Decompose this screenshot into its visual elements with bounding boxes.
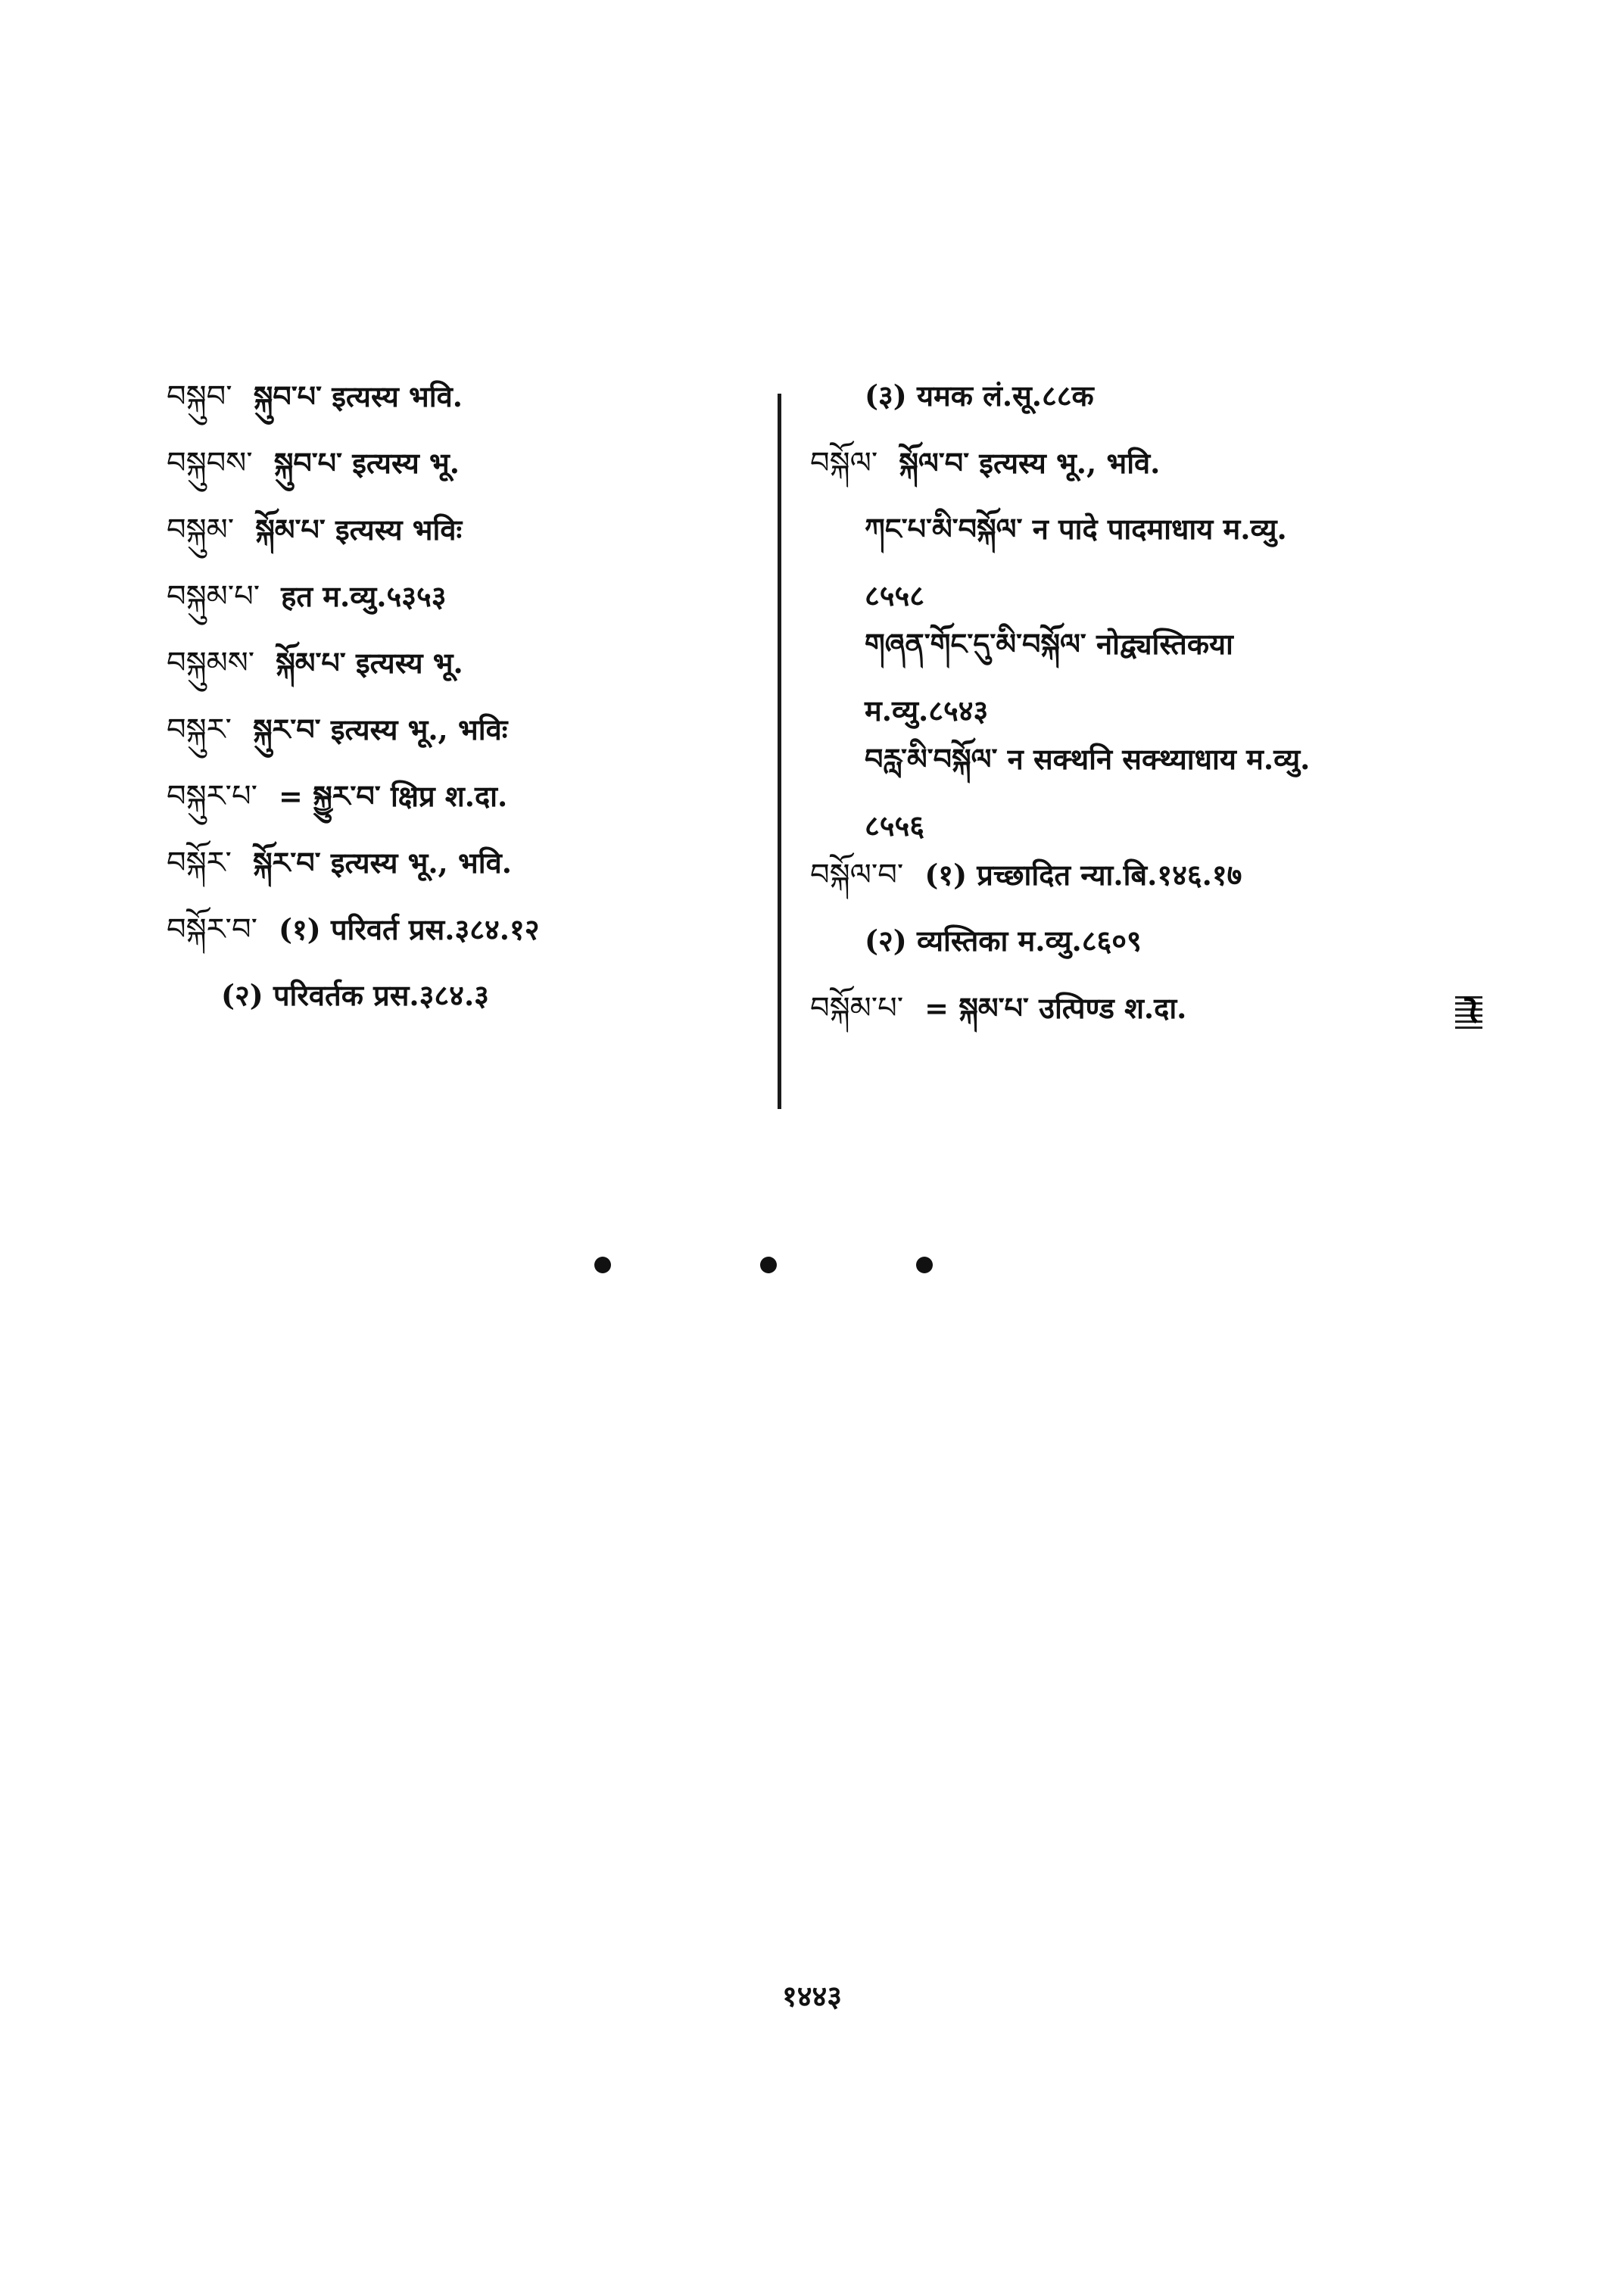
gloss: = སྐམ་པ་ उत्पिण्ड श.दा. xyxy=(924,991,1187,1025)
headword: བསྐོར་ xyxy=(167,846,232,880)
dictionary-continuation xyxy=(810,578,1431,627)
dictionary-subentry xyxy=(167,978,772,1045)
gloss: ८५५६ xyxy=(865,808,925,843)
ornament-dot xyxy=(916,1257,933,1273)
gloss: (१) प्रच्छादित न्या.बि.१४६.१७ xyxy=(924,858,1242,892)
page-number: १४४३ xyxy=(781,1979,843,2013)
dictionary-subentry xyxy=(810,924,1431,990)
headword: བསྐུབ་ xyxy=(167,379,232,414)
gloss: སྐོལ་བ་ इत्यस्य भू., भवि. xyxy=(899,446,1161,480)
dictionary-entry xyxy=(167,712,772,778)
left-column xyxy=(167,379,772,1045)
headword: བསྐུར་ xyxy=(167,712,232,747)
gloss: ཀང་པ་མི་བསྐོལ་ न पादे पादमाधाय म.व्यु. xyxy=(865,512,1287,546)
headword: བསྐོལ་ xyxy=(810,446,878,481)
dictionary-entry xyxy=(167,379,772,445)
gloss: ८५५८ xyxy=(865,578,925,612)
gloss: སྐུབ་པ་ इत्यस्य भू. xyxy=(273,446,460,480)
dictionary-continuation xyxy=(810,693,1431,742)
gloss: སྐུར་བ་ इत्यस्य भू., भविः xyxy=(252,712,508,746)
column-divider xyxy=(778,394,781,1109)
dictionary-entry xyxy=(167,845,772,911)
dictionary-entry xyxy=(810,857,1431,924)
gloss: སྐུབ་པ་ इत्यस्य भवि. xyxy=(253,379,463,413)
dictionary-subentry xyxy=(810,379,1431,445)
gloss: = སྐྱུར་བ་ क्षिप्र श.दा. xyxy=(279,779,508,813)
gloss: (२) व्यस्तिका म.व्यु.८६०९ xyxy=(865,924,1142,958)
section-end-ornament xyxy=(0,1257,1624,1287)
headword: བསྐུབས་ xyxy=(167,446,253,481)
headword: བསྐུམས་ xyxy=(167,646,255,681)
margin-tab-icon xyxy=(1454,992,1484,1034)
dictionary-subentry xyxy=(810,627,1431,693)
dictionary-entry xyxy=(810,445,1431,512)
right-column xyxy=(810,379,1431,1057)
gloss: (१) परिवर्त प्रस.३८४.१२ xyxy=(279,912,540,946)
dictionary-subentry xyxy=(810,742,1431,808)
dictionary-entry xyxy=(167,778,772,845)
gloss: སྐོར་བ་ इत्यस्य भू., भवि. xyxy=(252,846,512,880)
gloss: (२) परिवर्तक प्रस.३८४.३ xyxy=(221,978,489,1012)
ornament-dot xyxy=(594,1257,611,1273)
dictionary-continuation xyxy=(810,808,1431,857)
headword: བསྐུམ་ xyxy=(167,512,235,547)
dictionary-entry xyxy=(810,990,1431,1057)
gloss: हत म.व्यु.५३५३ xyxy=(281,579,447,613)
dictionary-entry xyxy=(167,445,772,512)
ornament-dot xyxy=(760,1257,777,1273)
headword: བསྐུར་པ་ xyxy=(167,779,257,814)
dictionary-entry xyxy=(167,645,772,712)
gloss: སྐོམ་པ་ इत्यस्य भविः xyxy=(255,512,463,547)
gloss: (३) यमक लं.सू.८८क xyxy=(865,379,1094,413)
dictionary-entry xyxy=(167,911,772,978)
dictionary-entry xyxy=(167,578,772,645)
gloss: གཞན་གོང་དུ་མི་བསྐོལ་ नोद्व्यस्तिकया xyxy=(865,627,1233,661)
dictionary-entry xyxy=(167,512,772,578)
gloss: म.व्यु.८५४३ xyxy=(865,693,989,727)
dictionary-subentry xyxy=(810,512,1431,578)
headword: བསྐོམ་པ་ xyxy=(810,991,904,1026)
gloss: བརླ་མི་བསྐོལ་ न सक्थनि सक्थ्याधाय म.व्यु. xyxy=(865,742,1311,776)
headword: བསྐོལ་བ་ xyxy=(810,858,904,893)
headword: བསྐུམ་པ་ xyxy=(167,579,260,614)
gloss: སྐོམ་པ་ इत्यस्य भू. xyxy=(276,646,463,680)
headword: བསྐོར་བ་ xyxy=(167,912,257,947)
